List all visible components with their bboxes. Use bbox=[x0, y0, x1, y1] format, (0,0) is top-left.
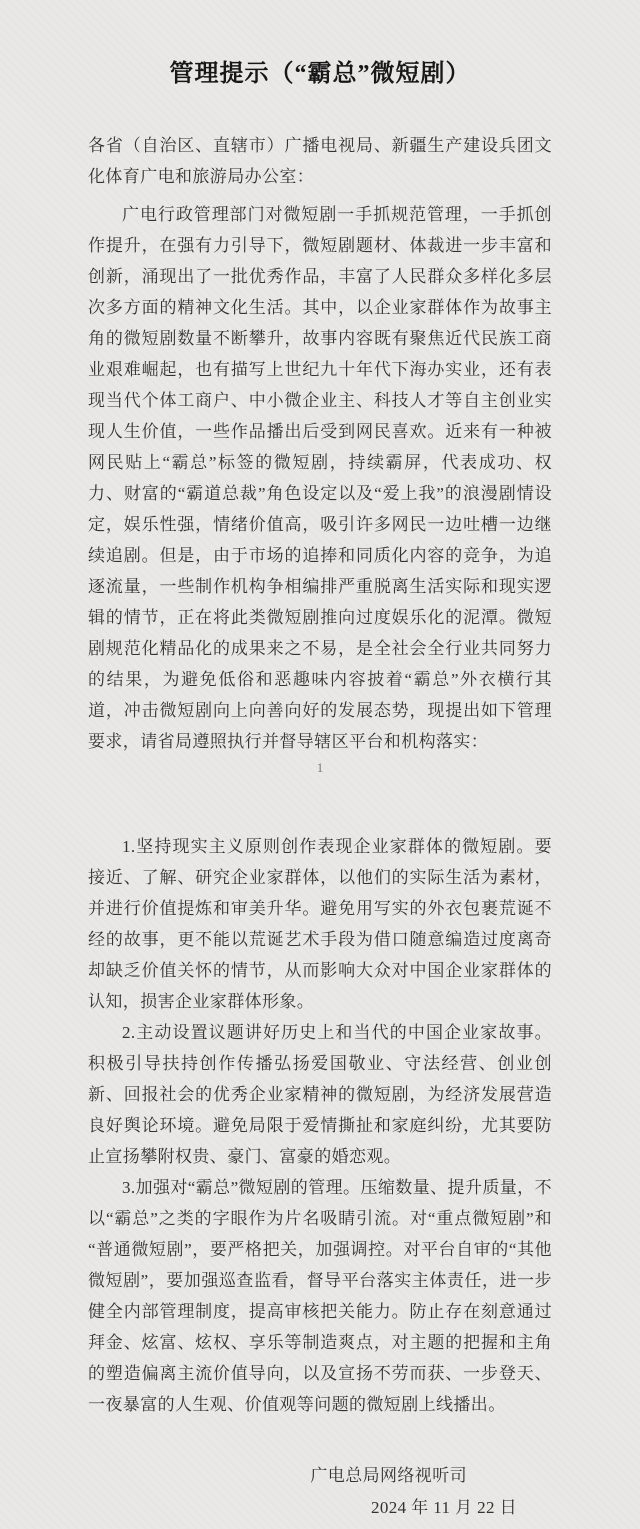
issue-date: 2024 年 11 月 22 日 bbox=[370, 1498, 517, 1517]
point-paragraph-2: 2.主动设置议题讲好历史上和当代的中国企业家故事。积极引导扶持创作传播弘扬爱国敬业、守法经营、创业创新、回报社会的优秀企业家精神的微短剧，为经济发展营造良好舆论环境。避免局限于爱情撕扯和家庭纠纷，尤其要防止宣扬攀附权贵、豪门、富豪的婚恋观。 bbox=[88, 1023, 552, 1166]
document-body-points bbox=[88, 831, 552, 1420]
signature-block bbox=[88, 1460, 552, 1523]
point-paragraph-3: 3.加强对“霸总”微短剧的管理。压缩数量、提升质量，不以“霸总”之类的字眼作为片名吸睛引流。对“重点微短剧”和“普通微短剧”，要严格把关，加强调控。对平台自审的“其他微短剧”，要加强巡查监看，督导平台落实主体责任，进一步健全内部管理制度，提高审核把关能力。防止存在刻意通过拜金、炫富、炫权、享乐等制造爽点，对主题的把握和主角的塑造偏离主流价值导向，以及宣扬不劳而获、一步登天、一夜暴富的人生观、价值观等问题的微短剧上线播出。 bbox=[88, 1178, 552, 1414]
point-paragraph-1: 1.坚持现实主义原则创作表现企业家群体的微短剧。要接近、了解、研究企业家群体，以他们的实际生活为素材，并进行价值提炼和审美升华。避免用写实的外衣包裹荒诞不经的故事，更不能以荒诞艺术手段为借口随意编造过度离奇却缺乏价值关怀的情节，从而影响大众对中国企业家群体的认知，损害企业家群体形象。 bbox=[88, 837, 552, 1011]
page-number: 1 bbox=[316, 760, 324, 775]
document-title: 管理提示（“霸总”微短剧） bbox=[169, 61, 471, 87]
document-body-upper bbox=[88, 130, 552, 757]
intro-paragraph: 广电行政管理部门对微短剧一手抓规范管理，一手抓创作提升，在强有力引导下，微短剧题材、体裁进一步丰富和创新，涌现出了一批优秀作品，丰富了人民群众多样化多层次多方面的精神文化生活。其中，以企业家群体作为故事主角的微短剧数量不断攀升，故事内容既有聚焦近代民族工商业艰难崛起，也有描写上世纪九十年代下海办实业，还有表现当代个体工商户、中小微企业主、科技人才等自主创业实现人生价值，一些作品播出后受到网民喜欢。近来有一种被网民贴上“霸总”标签的微短剧，持续霸屏，代表成功、权力、财富的“霸道总裁”角色设定以及“爱上我”的浪漫剧情设定，娱乐性强，情绪价值高，吸引许多网民一边吐槽一边继续追剧。但是，由于市场的追捧和同质化内容的竞争，为追逐流量，一些制作机构争相编排严重脱离生活实际和现实逻辑的情节，正在将此类微短剧推向过度娱乐化的泥潭。微短剧规范化精品化的成果来之不易，是全社会全行业共同努力的结果，为避免低俗和恶趣味内容披着“霸总”外衣横行其道，冲击微短剧向上向善向好的发展态势，现提出如下管理要求，请省局遵照执行并督导辖区平台和机构落实： bbox=[88, 205, 552, 751]
issuing-department: 广电总局网络视听司 bbox=[310, 1466, 467, 1485]
salutation-line: 各省（自治区、直辖市）广播电视局、新疆生产建设兵团文化体育广电和旅游局办公室： bbox=[88, 136, 552, 186]
